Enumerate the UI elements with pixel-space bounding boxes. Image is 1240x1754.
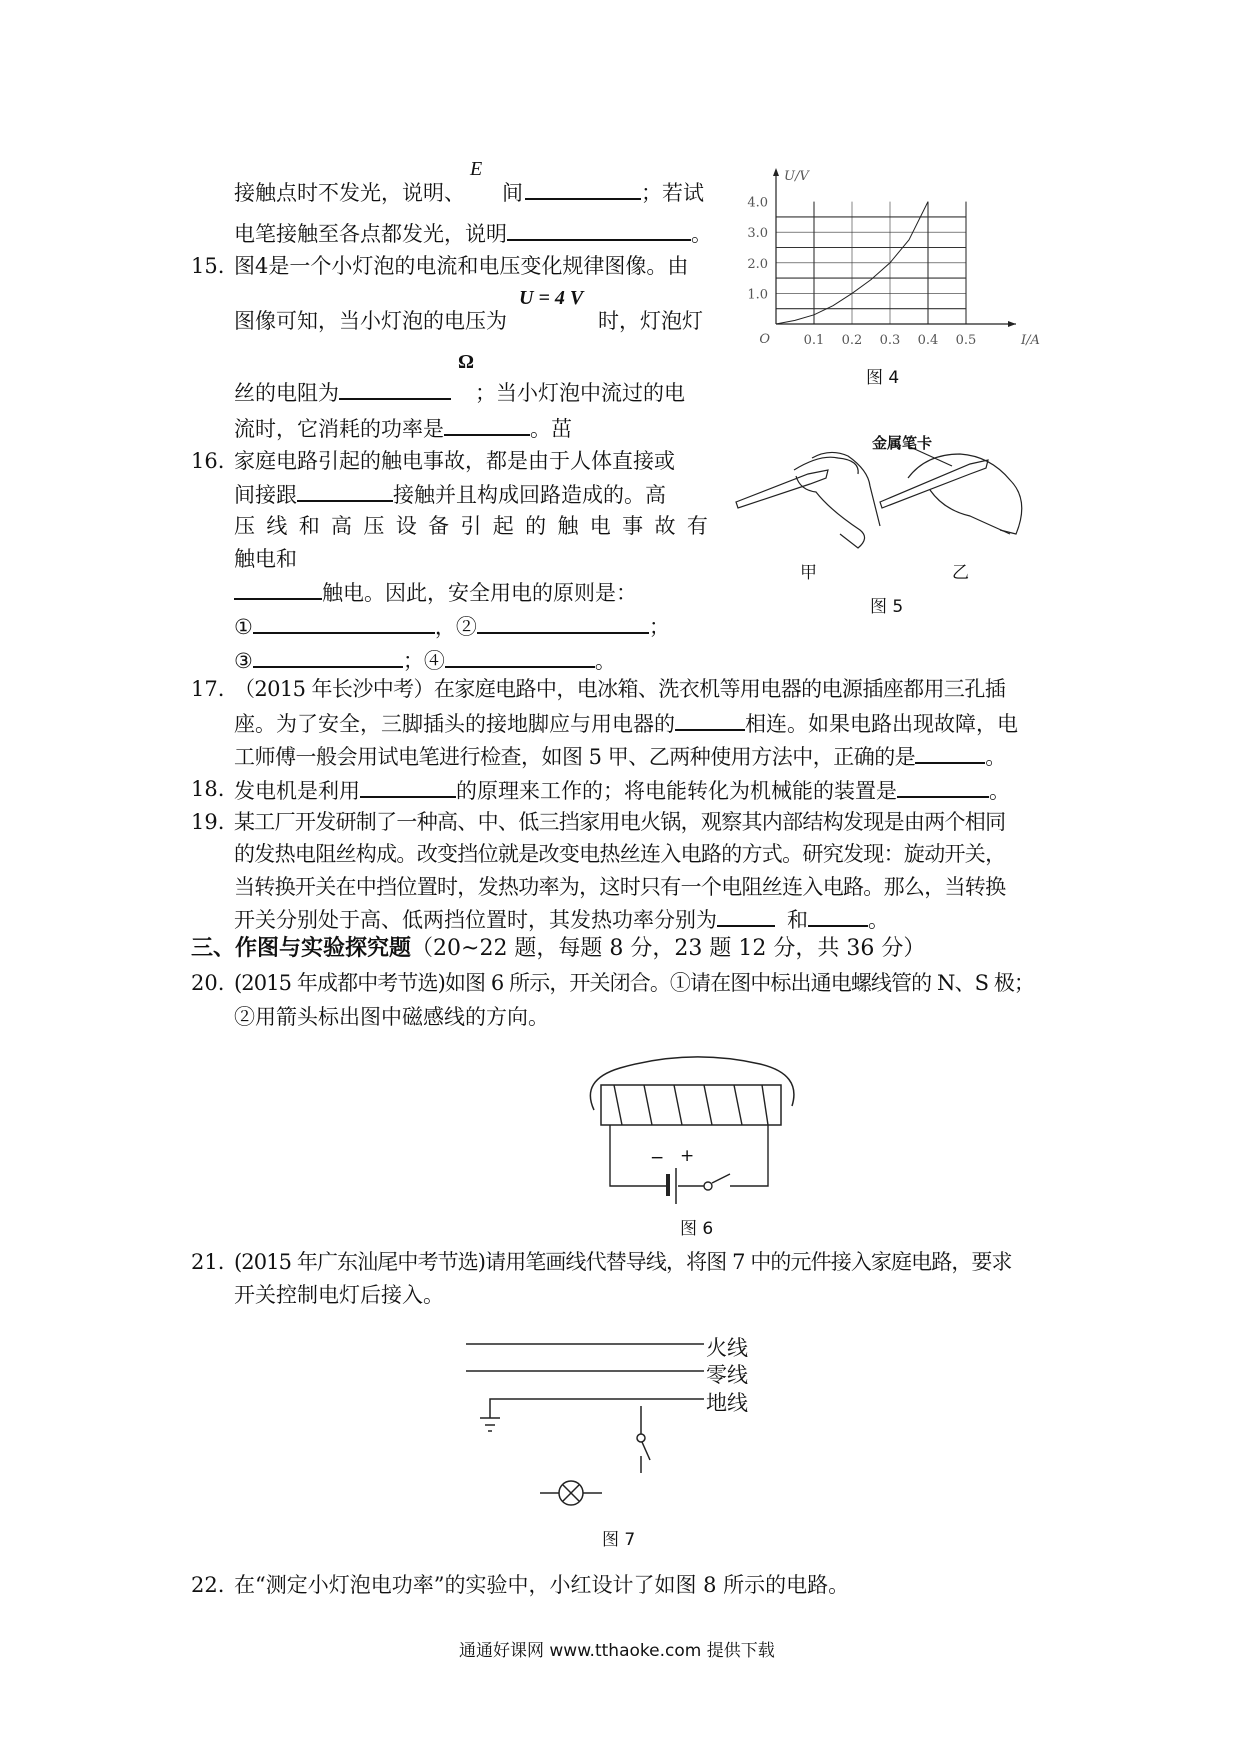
hand-left-icon (736, 452, 880, 548)
q16-line6 (234, 612, 670, 640)
x-tick-label: 0.3 (879, 333, 901, 348)
metal-clip-label: 金属笔卡 (872, 434, 933, 452)
x-axis-arrow (1008, 321, 1016, 327)
text: 工师傅一般会用试电笔进行检查，如图 5 甲、乙两种使用方法中，正确的是 (234, 745, 916, 769)
x-tick-label: 0.1 (803, 333, 825, 348)
answer-blank[interactable] (915, 742, 985, 764)
text: 相连。如果电路出现故障，电 (745, 712, 1018, 736)
label-jia: 甲 (800, 563, 817, 583)
figure-7-household-circuit (460, 1330, 720, 1520)
text: 。 (989, 779, 1010, 803)
coil-icon (614, 1085, 768, 1125)
figure-4-caption: 图 4 (866, 368, 900, 388)
x-tick-label: 0.4 (917, 333, 939, 348)
text: ； (402, 649, 424, 673)
text-char: 高 (331, 514, 353, 538)
q22-line1: 在“测定小灯泡电功率”的实验中，小红设计了如图 8 所示的电路。 (234, 1573, 850, 1597)
q19-line2: 的发热电阻丝构成。改变挡位就是改变电热丝连入电路的方式。研究发现：旋动开关， (234, 842, 1006, 866)
q18-line (234, 776, 1010, 804)
text: 发电机是利用 (234, 779, 360, 803)
neutral-wire-label: 零线 (706, 1363, 748, 1387)
text: 和 (787, 908, 808, 932)
answer-blank[interactable] (444, 414, 530, 436)
question-number: 22. (191, 1573, 225, 1597)
section-note: （20~22 题，每题 8 分，23 题 12 分，共 36 分） (411, 936, 926, 961)
q15-line1: 图4是一个小灯泡的电流和电压变化规律图像。由 (234, 254, 689, 278)
q21-line1: (2015 年广东汕尾中考节选)请用笔画线代替导线，将图 7 中的元件接入家庭电路，要求 (234, 1250, 1012, 1274)
x-axis-label: I/A (1021, 333, 1040, 348)
text: 时，灯泡灯 (598, 309, 703, 333)
text: ， (434, 615, 456, 639)
text: ；若试 (641, 181, 704, 205)
footer-credit: 通通好课网 www.tthaoke.com 提供下载 (459, 1641, 775, 1661)
text: 接触点时不发光，说明、 (234, 181, 465, 205)
text: 。 (985, 745, 1006, 769)
text: 丝的电阻为 (234, 381, 339, 405)
text: 电笔接触至各点都发光，说明 (234, 222, 507, 246)
origin-label: O (759, 332, 770, 347)
q19-line4 (234, 905, 889, 933)
answer-blank[interactable] (445, 646, 595, 668)
y-axis-label: U/V (784, 169, 809, 184)
text-char: 事 (622, 514, 644, 538)
question-number: 16. (191, 449, 225, 473)
answer-blank[interactable] (297, 480, 393, 502)
formula-u: U = 4 V (519, 287, 584, 309)
y-tick-label: 4.0 (747, 195, 768, 211)
y-tick-label: 1.0 (747, 287, 768, 303)
x-tick-label: 0.2 (841, 333, 863, 348)
switch-icon (704, 1182, 712, 1190)
text: 的原理来工作的；将电能转化为机械能的装置是 (456, 779, 897, 803)
text: 。 (594, 649, 616, 673)
answer-blank[interactable] (717, 905, 775, 927)
text-char: 压 (363, 514, 385, 538)
ground-icon (480, 1418, 500, 1431)
text: 开关分别处于高、低两挡位置时，其发热功率分别为 (234, 908, 717, 932)
q16-line1: 家庭电路引起的触电事故，都是由于人体直接或 (234, 449, 675, 473)
text-char: 起 (492, 514, 514, 538)
text: ；当小灯泡中流过的电 (475, 381, 685, 405)
answer-blank[interactable] (477, 612, 649, 634)
battery-plus: + (680, 1146, 695, 1166)
solenoid-core (601, 1085, 781, 1125)
ground-wire (490, 1399, 704, 1418)
text-char: 备 (428, 514, 450, 538)
text: ④ (423, 649, 445, 673)
y-axis-arrow (773, 168, 779, 176)
text: 。 (691, 222, 712, 246)
x-tick-label: 0.5 (955, 333, 977, 348)
text: ① (234, 615, 253, 639)
text-char: 压 (234, 514, 255, 538)
live-wire-label: 火线 (706, 1336, 748, 1360)
text: 触电。因此，安全用电的原则是： (322, 581, 637, 605)
text: 流时，它消耗的功率是 (234, 417, 444, 441)
question-number: 19. (191, 810, 225, 834)
y-tick-label: 2.0 (747, 256, 768, 272)
answer-blank[interactable] (808, 905, 868, 927)
battery-minus: − (650, 1148, 665, 1168)
text-char: 触 (557, 514, 579, 538)
answer-blank[interactable] (253, 612, 435, 634)
q20-line2: ②用箭头标出图中磁感线的方向。 (234, 1005, 549, 1029)
q17-line2 (234, 709, 1018, 737)
figure-6-caption: 图 6 (680, 1219, 714, 1239)
switch-icon (637, 1406, 650, 1473)
text: ； (648, 615, 670, 639)
q16-line7 (234, 646, 616, 674)
text-char: 有 (686, 514, 708, 538)
text-char: 设 (395, 514, 417, 538)
q17-line1: （2015 年长沙中考）在家庭电路中，电冰箱、洗衣机等用电器的电源插座都用三孔插 (234, 677, 1006, 701)
ground-wire-label: 地线 (706, 1391, 748, 1415)
question-number: 17. (191, 677, 225, 701)
answer-blank[interactable] (360, 776, 456, 798)
answer-blank[interactable] (234, 578, 322, 600)
q16-line2 (234, 480, 666, 508)
question-number: 18. (191, 777, 225, 801)
figure-4-chart (0, 0, 1240, 400)
q21-line2: 开关控制电灯后接入。 (234, 1283, 444, 1307)
lamp-icon (540, 1481, 602, 1505)
text: 间接跟 (234, 483, 297, 507)
text: 图像可知，当小灯泡的电压为 (234, 309, 507, 333)
q16-line5 (234, 578, 637, 606)
section-title: 三、作图与实验探究题 (191, 936, 412, 961)
hand-right-icon (880, 446, 1022, 534)
q19-line1: 某工厂开发研制了一种高、中、低三挡家用电火锅，观察其内部结构发现是由两个相同 (234, 810, 1006, 834)
text: 间 (502, 181, 523, 205)
text-char: 线 (266, 514, 288, 538)
y-tick-label: 3.0 (747, 226, 768, 242)
text: 座。为了安全，三脚插头的接地脚应与用电器的 (234, 712, 675, 736)
answer-blank[interactable] (253, 646, 403, 668)
text: 接触并且构成回路造成的。高 (393, 483, 666, 507)
question-number: 21. (191, 1250, 225, 1274)
text: 。茁 (530, 417, 572, 441)
q19-line3: 当转换开关在中挡位置时，发热功率为，这时只有一个电阻丝连入电路。那么，当转换 (234, 875, 1006, 899)
text: 。 (868, 908, 889, 932)
figure-6-solenoid (580, 1050, 810, 1210)
answer-blank[interactable] (675, 709, 745, 731)
question-number: 15. (191, 254, 225, 278)
label-yi: 乙 (952, 563, 969, 583)
text-char: 引 (460, 514, 482, 538)
q15-line4 (234, 414, 572, 442)
question-number: 20. (191, 971, 225, 995)
var-e: E (470, 158, 483, 180)
text: ③ (234, 649, 253, 673)
figure-5-caption: 图 5 (870, 597, 904, 617)
ohm-symbol: Ω (458, 351, 475, 373)
text-char: 故 (654, 514, 676, 538)
text-char: 和 (298, 514, 320, 538)
magnetic-field-line (590, 1057, 794, 1110)
text-char: 的 (525, 514, 547, 538)
text-char: 电 (589, 514, 611, 538)
text: ② (455, 615, 477, 639)
figure-7-caption: 图 7 (602, 1530, 636, 1550)
section-3-heading (191, 936, 925, 962)
q16-line4: 触电和 (234, 547, 297, 571)
answer-blank[interactable] (897, 776, 989, 798)
q16-line3 (234, 513, 708, 539)
q17-line3 (234, 742, 1006, 770)
q20-line1: (2015 年成都中考节选)如图 6 所示，开关闭合。①请在图中标出通电螺线管的 N、S 极； (234, 971, 1035, 995)
